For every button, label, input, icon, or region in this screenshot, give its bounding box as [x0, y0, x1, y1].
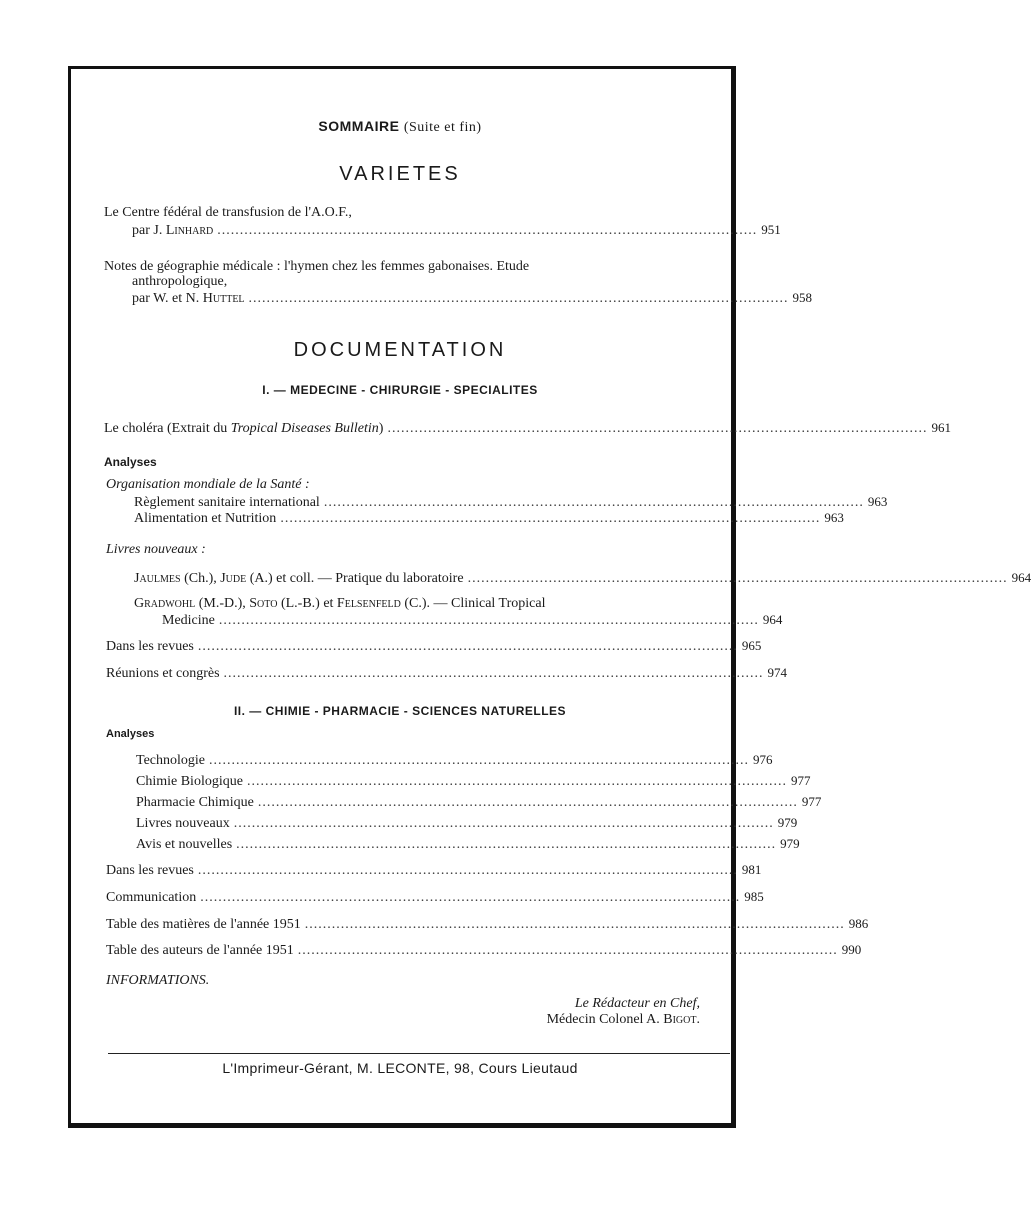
section-2-item-3	[136, 794, 822, 812]
livre-1-title: (A.) et coll. — Pratique du laboratoire	[246, 571, 464, 586]
livre-2-title: (C.). — Clinical Tropical	[400, 596, 546, 611]
signature-surname: Bigot.	[663, 1012, 700, 1027]
page-number: 977	[790, 773, 811, 788]
leader-dots: ........................................................................................................................	[304, 917, 845, 932]
tail-row-3	[106, 916, 869, 934]
page-number: 974	[767, 665, 788, 680]
revues-row-1	[106, 638, 762, 656]
tail-row-1	[106, 862, 762, 880]
entry-label: Dans les revues	[106, 863, 194, 878]
leader-dots: ........................................................................................................................	[467, 571, 1008, 586]
sommaire-suite: (Suite et fin)	[403, 120, 482, 135]
analyses-label-1: Analyses	[104, 455, 157, 469]
section-2-item-1	[136, 752, 773, 770]
author-initials: (L.-B.) et	[277, 596, 337, 611]
page-number: 961	[931, 420, 951, 435]
page-number: 977	[801, 794, 822, 809]
entry-label: Réunions et congrès	[106, 666, 220, 681]
page-number: 979	[780, 836, 800, 851]
entry-label: Communication	[106, 890, 197, 905]
page-number: 963	[867, 494, 888, 509]
signature-name	[547, 1012, 700, 1028]
livre-1-row	[134, 570, 1031, 588]
cholera-text: Le choléra (Extrait du	[104, 421, 231, 436]
livre-2-line-1	[134, 596, 686, 612]
author-name: Soto	[249, 596, 278, 611]
entry-label: Pharmacie Chimique	[136, 795, 254, 810]
analyses-label-2: Analyses	[106, 728, 155, 740]
author-name: Linhard	[165, 223, 214, 238]
varietes-heading: VARIETES	[339, 163, 461, 185]
page-number: 965	[741, 638, 762, 653]
leader-dots: ........................................................................................................................	[197, 863, 738, 878]
by-prefix: par W. et N.	[132, 291, 200, 306]
leader-dots: ........................................................................................................................	[197, 639, 738, 654]
leader-dots: ........................................................................................................................	[217, 223, 758, 238]
varietes-entry-1-author-row	[132, 222, 781, 240]
section-1-heading: I. — MEDECINE - CHIRURGIE - SPECIALITES	[262, 383, 538, 397]
author-initials: (M.-D.),	[195, 596, 250, 611]
author-initials: (Ch.),	[180, 571, 221, 586]
page-number: 958	[792, 290, 813, 305]
informations-label: INFORMATIONS.	[106, 973, 210, 988]
documentation-heading: DOCUMENTATION	[293, 339, 507, 361]
leader-dots: ........................................................................................................................	[257, 795, 798, 810]
author-name: Jaulmes	[134, 571, 181, 586]
leader-dots: ........................................................................................................................	[248, 291, 789, 306]
page-number: 964	[762, 612, 783, 627]
section-2-item-5	[136, 836, 800, 854]
section-2-heading: II. — CHIMIE - PHARMACIE - SCIENCES NATURELLES	[233, 704, 567, 718]
by-prefix: par J.	[132, 223, 163, 238]
leader-dots: ........................................................................................................................	[236, 837, 777, 852]
sommaire-header	[0, 118, 800, 136]
reunions-row	[106, 665, 788, 683]
oms-item-2	[134, 510, 844, 528]
page-number: 951	[761, 222, 781, 237]
cholera-row	[104, 420, 951, 438]
leader-dots: ........................................................................................................................	[233, 816, 774, 831]
oms-item-label: Règlement sanitaire international	[134, 495, 320, 510]
leader-dots: ........................................................................................................................	[323, 495, 864, 510]
varietes-entry-2-title: Notes de géographie médicale : l'hymen chez les femmes gabonaises. Etude	[104, 259, 530, 274]
leader-dots: ........................................................................................................................	[280, 511, 821, 526]
entry-label: Table des matières de l'année 1951	[106, 917, 301, 932]
entry-label: Table des auteurs de l'année 1951	[106, 943, 294, 958]
oms-item-label: Alimentation et Nutrition	[134, 511, 277, 526]
leader-dots: ........................................................................................................................	[387, 421, 928, 436]
leader-dots: ........................................................................................................................	[209, 753, 749, 768]
entry-label: Chimie Biologique	[136, 774, 243, 789]
section-2-item-4	[136, 815, 798, 833]
page-number: 981	[741, 862, 762, 877]
varietes-entry-2-author-row	[132, 290, 813, 308]
page-number: 976	[753, 752, 773, 767]
tail-row-4	[106, 942, 862, 960]
printer-footer: L'Imprimeur-Gérant, M. LECONTE, 98, Cours Lieutaud	[222, 1060, 578, 1076]
entry-label: Dans les revues	[106, 639, 194, 654]
author-name: Gradwohl	[134, 596, 196, 611]
cholera-suffix: )	[378, 421, 384, 436]
leader-dots: ........................................................................................................................	[200, 890, 741, 905]
page-number: 979	[777, 815, 798, 830]
entry-label: Livres nouveaux	[136, 816, 230, 831]
leader-dots: ........................................................................................................................	[297, 943, 838, 958]
leader-dots: ........................................................................................................................	[246, 774, 787, 789]
leader-dots: ........................................................................................................................	[223, 666, 764, 681]
page-number: 985	[744, 889, 764, 904]
livres-label: Livres nouveaux :	[106, 542, 206, 557]
page-number: 990	[841, 942, 862, 957]
page-number: 986	[848, 916, 869, 931]
varietes-entry-1-title: Le Centre fédéral de transfusion de l'A.O.F.,	[104, 205, 352, 220]
varietes-entry-2-title-cont: anthropologique,	[132, 274, 228, 289]
entry-label: Technologie	[136, 753, 205, 768]
entry-label: Avis et nouvelles	[136, 837, 233, 852]
section-2-item-2	[136, 773, 811, 791]
livre-2-row	[162, 612, 783, 630]
tail-row-2	[106, 889, 764, 907]
author-name: Jude	[220, 571, 247, 586]
livre-2-title-cont: Medicine	[162, 613, 215, 628]
page-number: 964	[1011, 570, 1031, 585]
page-number: 963	[824, 510, 844, 525]
author-name: Felsenfeld	[336, 596, 401, 611]
oms-label: Organisation mondiale de la Santé :	[106, 477, 310, 492]
signature-rank: Médecin Colonel A.	[546, 1012, 660, 1027]
footer-rule	[108, 1053, 730, 1054]
author-name: Huttel	[202, 291, 245, 306]
cholera-journal: Tropical Diseases Bulletin	[230, 421, 379, 436]
leader-dots: ........................................................................................................................	[218, 613, 759, 628]
signature-title: Le Rédacteur en Chef,	[574, 996, 700, 1011]
sommaire-title: SOMMAIRE	[318, 118, 400, 134]
